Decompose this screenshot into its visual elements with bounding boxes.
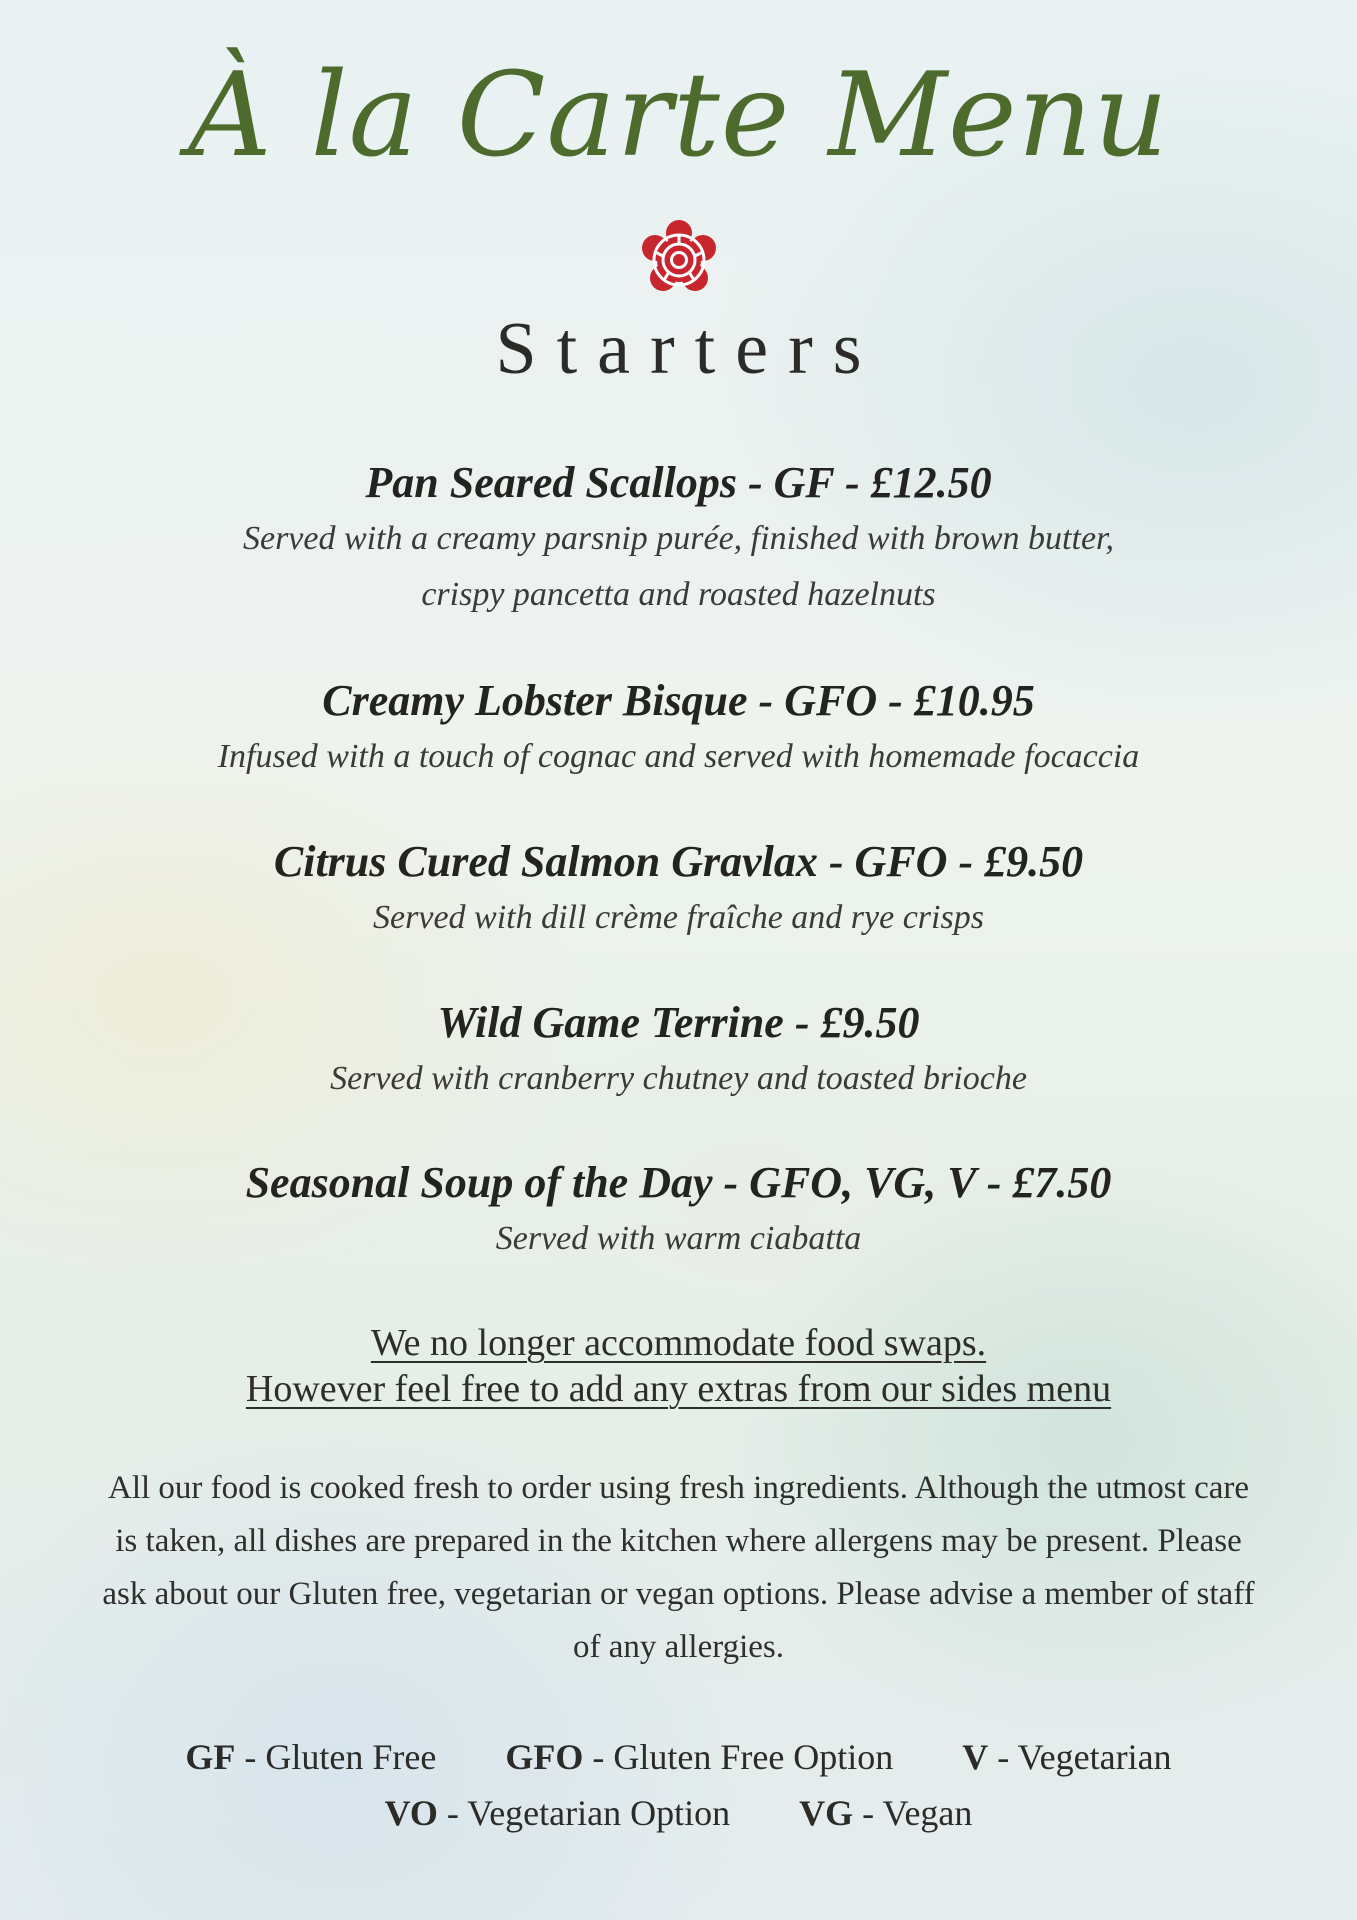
menu-item xyxy=(0,673,1357,785)
legend-entry xyxy=(505,1734,893,1780)
red-rose-emblem-icon xyxy=(639,220,719,300)
menu-item-description: Served with a creamy parsnip purée, finished with brown butter, xyxy=(242,520,1115,557)
menu-item-name: Pan Seared Scallops - GF - £12.50 xyxy=(365,458,992,507)
legend-meaning: - Vegetarian xyxy=(988,1737,1172,1777)
menu-item-description: Served with warm ciabatta xyxy=(495,1220,862,1257)
legend-code: GF xyxy=(185,1737,236,1777)
menu-item xyxy=(0,455,1357,623)
notice-line: We no longer accommodate food swaps. xyxy=(370,1322,987,1364)
legend-entry xyxy=(962,1734,1171,1780)
menu-item-description: Served with dill crème fraîche and rye crisps xyxy=(373,899,984,936)
menu-item-description: Served with cranberry chutney and toasted brioche xyxy=(330,1060,1027,1097)
allergen-statement: All our food is cooked fresh to order using fresh ingredients. Although the utmost care is taken, all dishes are prepared in the kitchen where allergens may be present. Please ask about our Gluten free, vegetarian or vegan options. Please advise a member of staff of any allergies. xyxy=(102,1470,1255,1665)
legend-entry xyxy=(799,1790,972,1836)
menu-item-name: Creamy Lobster Bisque - GFO - £10.95 xyxy=(322,676,1035,725)
menu-item-description: crispy pancetta and roasted hazelnuts xyxy=(421,576,936,613)
dietary-legend-row xyxy=(0,1790,1357,1836)
menu-item-name: Citrus Cured Salmon Gravlax - GFO - £9.50 xyxy=(273,837,1084,886)
menu-item xyxy=(0,1155,1357,1267)
legend-meaning: - Vegan xyxy=(853,1793,973,1833)
menu-item-name: Seasonal Soup of the Day - GFO, VG, V - £7.50 xyxy=(245,1158,1112,1207)
legend-code: V xyxy=(962,1737,989,1777)
section-title-starters: Starters xyxy=(495,308,882,390)
menu-title: À la Carte Menu xyxy=(187,48,1170,183)
legend-entry xyxy=(185,1734,436,1780)
legend-entry xyxy=(385,1790,731,1836)
menu-item-description: Infused with a touch of cognac and served with homemade focaccia xyxy=(217,738,1140,775)
menu-item xyxy=(0,834,1357,946)
menu-item xyxy=(0,995,1357,1107)
legend-code: VO xyxy=(384,1793,438,1833)
legend-code: VG xyxy=(799,1793,854,1833)
dietary-legend-row xyxy=(0,1734,1357,1780)
notice-line: However feel free to add any extras from our sides menu xyxy=(245,1368,1112,1410)
legend-meaning: - Vegetarian Option xyxy=(437,1793,731,1833)
menu-item-name: Wild Game Terrine - £9.50 xyxy=(437,998,920,1047)
legend-meaning: - Gluten Free Option xyxy=(583,1737,894,1777)
food-swap-notice xyxy=(0,1320,1357,1412)
legend-meaning: - Gluten Free xyxy=(235,1737,437,1777)
legend-code: GFO xyxy=(505,1737,584,1777)
